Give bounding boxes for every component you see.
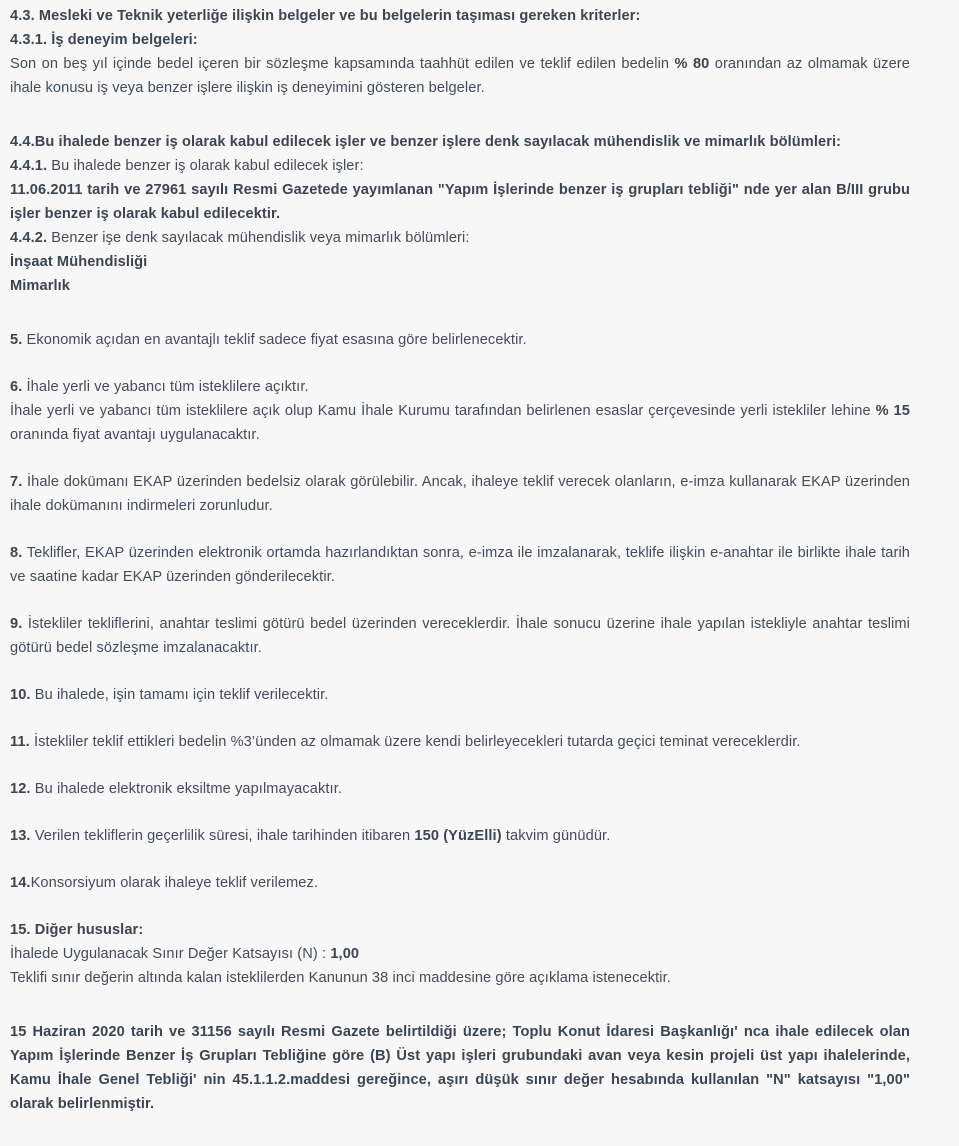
bold-text-run: 6. [10, 379, 23, 395]
clause-4-3-1-body [10, 52, 910, 100]
text-run: İhale yerli ve yabancı tüm isteklilere açıktır. [22, 379, 309, 395]
text-run: Ekonomik açıdan en avantajlı teklif sadece fiyat esasına göre belirlenecektir. [22, 332, 527, 348]
text-run: İhale yerli ve yabancı tüm isteklilere açık olup Kamu İhale Kurumu tarafından belirlenen esaslar çerçevesinde yerli istekliler lehine [10, 403, 876, 419]
text-run: İstekliler teklif ettikleri bedelin %3’ünden az olmamak üzere kendi belirleyecekleri tutarda geçici teminat vereceklerdir. [29, 734, 801, 750]
bold-text-run: 4.3. Mesleki ve Teknik yeterliğe ilişkin belgeler ve bu belgelerin taşıması gereken kriterler: [10, 8, 641, 24]
bold-text-run: Mimarlık [10, 278, 71, 294]
bold-text-run: 11. [10, 734, 30, 750]
bold-text-run: 9. [10, 616, 23, 632]
clause-4-3-1-heading [10, 28, 910, 52]
clause-11 [10, 730, 910, 754]
clause-6 [10, 375, 910, 399]
clause-15-n-coefficient [10, 942, 910, 966]
text-run: Teklifler, EKAP üzerinden elektronik ortamda hazırlandıktan sonra, e-imza ile imzalanarak, teklife ilişkin e-anahtar ile birlikte ihale tarih ve saatine kadar EKAP üzerinden gönderilecektir. [10, 545, 910, 585]
bold-text-run: 13. [10, 828, 31, 844]
clause-9 [10, 612, 910, 660]
text-run: Verilen tekliflerin geçerlilik süresi, ihale tarihinden itibaren [30, 828, 415, 844]
bold-text-run: 4.4.1. [10, 158, 48, 174]
bold-text-run: 14. [10, 875, 31, 891]
bold-text-run: 7. [10, 474, 23, 490]
clause-4-3-heading [10, 4, 910, 28]
bold-text-run: 15 Haziran 2020 tarih ve 31156 sayılı Resmi Gazete belirtildiği üzere; Toplu Konut İdaresi Başkanlığı' nca ihale edilecek olan Yapım İşlerinde Benzer İş Grupları Tebliğine göre (B) Üst yapı işleri grubundaki avan veya kesin projeli üst yapı ihalelerinde, Kamu İhale Genel Tebliği' nin 45.1.1.2.maddesi gereğince, aşırı düşük sınır değer hesabında kullanılan "N" katsayısı "1,00" olarak belirlenmiştir. [10, 1024, 910, 1112]
bold-text-run: 11.06.2011 tarih ve 27961 sayılı Resmi Gazetede yayımlanan "Yapım İşlerinde benzer iş grupları tebliği" nde yer alan B/III grubu işler benzer iş olarak kabul edilecektir. [10, 182, 910, 222]
clause-6-body [10, 399, 910, 447]
clause-15-heading [10, 918, 910, 942]
text-run: Konsorsiyum olarak ihaleye teklif verilemez. [30, 875, 319, 891]
clause-8 [10, 541, 910, 589]
bold-text-run: 10. [10, 687, 31, 703]
text-run: Bu ihalede, işin tamamı için teklif verilecektir. [30, 687, 329, 703]
text-run: Teklifi sınır değerin altında kalan isteklilerden Kanunun 38 inci maddesine göre açıklama istenecektir. [10, 970, 671, 986]
clause-15-explanation [10, 966, 910, 990]
text-run: oranından az olmamak üzere ihale konusu iş veya benzer işlere ilişkin iş deneyimini gösteren belgeler. [10, 56, 910, 96]
text-run: Bu ihalede elektronik eksiltme yapılmayacaktır. [30, 781, 343, 797]
clause-7 [10, 470, 910, 518]
clause-10 [10, 683, 910, 707]
clause-14 [10, 871, 910, 895]
clause-12 [10, 777, 910, 801]
text-run: takvim günüdür. [501, 828, 611, 844]
bold-text-run: İnşaat Mühendisliği [10, 254, 148, 270]
clause-4-4-heading [10, 130, 910, 154]
text-run: oranında fiyat avantajı uygulanacaktır. [10, 427, 260, 443]
text-run: Benzer işe denk sayılacak mühendislik veya mimarlık bölümleri: [47, 230, 470, 246]
clause-5 [10, 328, 910, 352]
clause-13 [10, 824, 910, 848]
bold-text-run: % 80 [674, 56, 710, 72]
text-run: Son on beş yıl içinde bedel içeren bir sözleşme kapsamında taahhüt edilen ve teklif edilen bedelin [10, 56, 675, 72]
text-run: İstekliler tekliflerini, anahtar teslimi götürü bedel üzerinden vereceklerdir. İhale sonucu üzerine ihale yapılan istekliyle anahtar teslimi götürü bedel sözleşme imzalanacaktır. [10, 616, 910, 656]
clause-4-4-1-heading [10, 154, 910, 178]
text-run: İhalede Uygulanacak Sınır Değer Katsayısı (N) : [10, 946, 331, 962]
clause-15-note [10, 1020, 910, 1116]
bold-text-run: 150 (YüzElli) [414, 828, 502, 844]
bold-text-run: 4.4.2. [10, 230, 48, 246]
bold-text-run: 8. [10, 545, 23, 561]
bold-text-run: 15. Diğer hususlar: [10, 922, 144, 938]
bold-text-run: 1,00 [330, 946, 360, 962]
department-mimarlik [10, 274, 910, 298]
text-run: İhale dokümanı EKAP üzerinden bedelsiz olarak görülebilir. Ancak, ihaleye teklif verecek olanların, e-imza kullanarak EKAP üzerinden ihale dokümanını indirmeleri zorunludur. [10, 474, 910, 514]
bold-text-run: 5. [10, 332, 23, 348]
text-run: Bu ihalede benzer iş olarak kabul edilecek işler: [47, 158, 364, 174]
bold-text-run: 4.4.Bu ihalede benzer iş olarak kabul edilecek işler ve benzer işlere denk sayılacak mühendislik ve mimarlık bölümleri: [10, 134, 842, 150]
bold-text-run: 4.3.1. İş deneyim belgeleri: [10, 32, 198, 48]
bold-text-run: 12. [10, 781, 31, 797]
department-insaat-muhendisligi [10, 250, 910, 274]
clause-4-4-1-body [10, 178, 910, 226]
bold-text-run: % 15 [875, 403, 910, 419]
clause-4-4-2-heading [10, 226, 910, 250]
